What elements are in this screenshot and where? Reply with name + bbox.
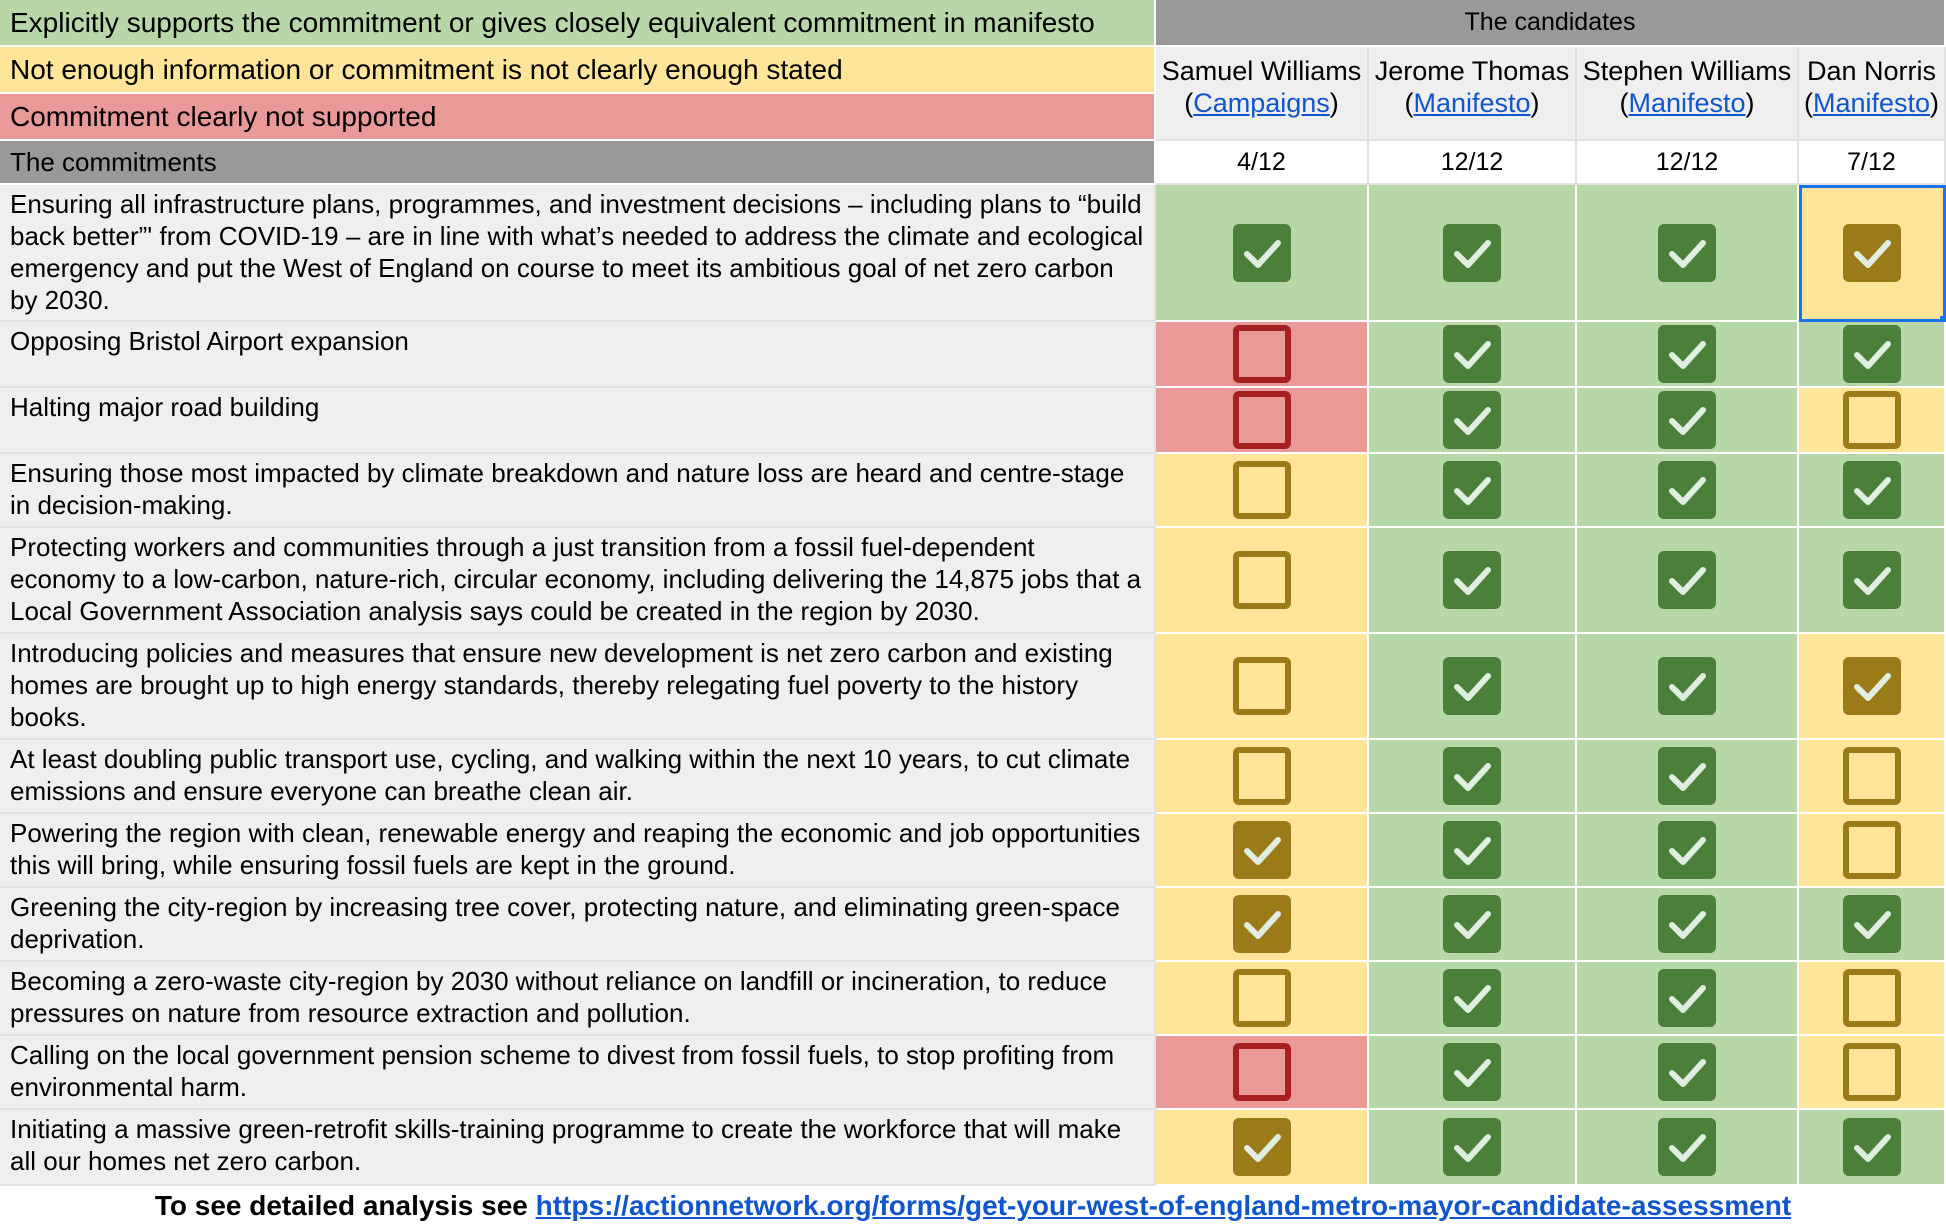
rating-cell-dan-norris[interactable] bbox=[1799, 322, 1946, 388]
rating-cell-dan-norris[interactable] bbox=[1799, 1036, 1946, 1110]
commitment-text: Introducing policies and measures that ensure new development is net zero carbon and existing homes are brought up to high energy standards, thereby relegating fuel poverty to the history books. bbox=[10, 638, 1113, 732]
checked-checkbox-icon[interactable] bbox=[1443, 391, 1501, 449]
checked-checkbox-icon[interactable] bbox=[1443, 224, 1501, 282]
candidate-header-stephen-williams[interactable] bbox=[1577, 47, 1799, 141]
legend-red[interactable] bbox=[0, 94, 1156, 141]
rating-cell-stephen-williams[interactable] bbox=[1577, 888, 1799, 962]
commitment-text: Ensuring those most impacted by climate breakdown and nature loss are heard and centre-stage in decision-making. bbox=[10, 458, 1125, 520]
legend-green[interactable] bbox=[0, 0, 1156, 47]
checkmark-shape bbox=[1233, 1118, 1291, 1176]
checkmark-shape bbox=[1443, 551, 1501, 609]
rating-cell-samuel-williams[interactable] bbox=[1156, 962, 1369, 1036]
score-jerome-thomas[interactable] bbox=[1369, 141, 1577, 185]
unchecked-checkbox-icon[interactable] bbox=[1233, 969, 1291, 1027]
rating-cell-jerome-thomas[interactable] bbox=[1369, 634, 1577, 740]
candidate-link-campaigns[interactable]: Campaigns bbox=[1193, 88, 1330, 118]
checkmark-shape bbox=[1233, 821, 1291, 879]
commitment-text-cell[interactable] bbox=[0, 185, 1156, 322]
checked-checkbox-icon[interactable] bbox=[1443, 461, 1501, 519]
rating-cell-samuel-williams[interactable] bbox=[1156, 888, 1369, 962]
commitment-text-cell[interactable] bbox=[0, 454, 1156, 528]
candidate-name: Samuel Williams bbox=[1161, 56, 1362, 86]
checked-checkbox-icon[interactable] bbox=[1443, 895, 1501, 953]
rating-cell-dan-norris[interactable] bbox=[1799, 634, 1946, 740]
checked-checkbox-icon[interactable] bbox=[1658, 224, 1716, 282]
commitment-text-cell[interactable] bbox=[0, 814, 1156, 888]
rating-cell-jerome-thomas[interactable] bbox=[1369, 388, 1577, 454]
checkmark-shape bbox=[1658, 895, 1716, 953]
rating-cell-stephen-williams[interactable] bbox=[1577, 1110, 1799, 1186]
unchecked-checkbox-icon[interactable] bbox=[1843, 391, 1901, 449]
checkmark-shape bbox=[1843, 461, 1901, 519]
rating-cell-jerome-thomas[interactable] bbox=[1369, 185, 1577, 322]
checkmark-shape bbox=[1843, 551, 1901, 609]
candidate-name: Jerome Thomas bbox=[1374, 56, 1570, 86]
rating-cell-jerome-thomas[interactable] bbox=[1369, 962, 1577, 1036]
checkmark-shape bbox=[1658, 224, 1716, 282]
unchecked-checkbox-icon[interactable] bbox=[1843, 1043, 1901, 1101]
commitment-text-cell[interactable] bbox=[0, 1110, 1156, 1186]
rating-cell-stephen-williams[interactable] bbox=[1577, 528, 1799, 634]
checkmark-shape bbox=[1843, 325, 1901, 383]
rating-cell-jerome-thomas[interactable] bbox=[1369, 888, 1577, 962]
score-value: 12/12 bbox=[1655, 147, 1719, 176]
rating-cell-samuel-williams[interactable] bbox=[1156, 814, 1369, 888]
checkmark-shape bbox=[1658, 391, 1716, 449]
checked-checkbox-icon[interactable] bbox=[1658, 1118, 1716, 1176]
checked-checkbox-icon[interactable] bbox=[1443, 747, 1501, 805]
candidate-link-manifesto[interactable]: Manifesto bbox=[1628, 88, 1746, 118]
checked-checkbox-icon[interactable] bbox=[1658, 461, 1716, 519]
candidate-header-dan-norris[interactable] bbox=[1799, 47, 1946, 141]
candidates-header-text: The candidates bbox=[1464, 8, 1636, 36]
checkmark-shape bbox=[1658, 1118, 1716, 1176]
checkmark-shape bbox=[1443, 391, 1501, 449]
commitment-text-cell[interactable] bbox=[0, 888, 1156, 962]
checked-checkbox-icon[interactable] bbox=[1843, 461, 1901, 519]
rating-cell-stephen-williams[interactable] bbox=[1577, 185, 1799, 322]
checked-checkbox-icon[interactable] bbox=[1443, 657, 1501, 715]
candidates-header[interactable] bbox=[1156, 0, 1946, 47]
commitment-text-cell[interactable] bbox=[0, 528, 1156, 634]
checkmark-shape bbox=[1658, 325, 1716, 383]
commitment-text: Becoming a zero-waste city-region by 2030 without reliance on landfill or incineration, to reduce pressures on nature from resource extraction and pollution. bbox=[10, 966, 1107, 1028]
rating-cell-dan-norris[interactable] bbox=[1799, 888, 1946, 962]
checked-checkbox-icon[interactable] bbox=[1658, 895, 1716, 953]
rating-cell-stephen-williams[interactable] bbox=[1577, 962, 1799, 1036]
rating-cell-jerome-thomas[interactable] bbox=[1369, 454, 1577, 528]
score-value: 12/12 bbox=[1440, 147, 1504, 176]
score-samuel-williams[interactable] bbox=[1156, 141, 1369, 185]
score-value: 7/12 bbox=[1847, 147, 1896, 176]
commitment-text-cell[interactable] bbox=[0, 388, 1156, 454]
checked-checkbox-icon[interactable] bbox=[1843, 1118, 1901, 1176]
checkmark-shape bbox=[1443, 895, 1501, 953]
checked-checkbox-icon[interactable] bbox=[1443, 1118, 1501, 1176]
commitment-text-cell[interactable] bbox=[0, 322, 1156, 388]
checkmark-shape bbox=[1443, 821, 1501, 879]
score-value: 4/12 bbox=[1237, 147, 1286, 176]
rating-cell-dan-norris[interactable] bbox=[1799, 1110, 1946, 1186]
rating-cell-dan-norris[interactable] bbox=[1799, 185, 1946, 322]
rating-cell-dan-norris[interactable] bbox=[1799, 454, 1946, 528]
commitment-text: Powering the region with clean, renewable energy and reaping the economic and job opportunities this will bring, while ensuring fossil fuels are kept in the ground. bbox=[10, 818, 1141, 880]
checked-checkbox-icon[interactable] bbox=[1233, 895, 1291, 953]
commitment-text: Opposing Bristol Airport expansion bbox=[10, 326, 409, 356]
rating-cell-dan-norris[interactable] bbox=[1799, 962, 1946, 1036]
checkmark-shape bbox=[1658, 821, 1716, 879]
commitment-text-cell[interactable] bbox=[0, 1036, 1156, 1110]
unchecked-checkbox-icon[interactable] bbox=[1843, 969, 1901, 1027]
rating-cell-samuel-williams[interactable] bbox=[1156, 740, 1369, 814]
candidate-header-samuel-williams[interactable] bbox=[1156, 47, 1369, 141]
rating-cell-samuel-williams[interactable] bbox=[1156, 322, 1369, 388]
rating-cell-jerome-thomas[interactable] bbox=[1369, 322, 1577, 388]
candidate-link-wrap: (Manifesto) bbox=[1803, 88, 1940, 118]
checkmark-shape bbox=[1443, 1043, 1501, 1101]
commitment-text: Calling on the local government pension scheme to divest from fossil fuels, to stop profiting from environmental harm. bbox=[10, 1040, 1115, 1102]
commitment-text: Initiating a massive green-retrofit skills-training programme to create the workforce that will make all our homes net zero carbon. bbox=[10, 1114, 1122, 1176]
commitment-text: Protecting workers and communities through a just transition from a fossil fuel-dependent economy to a low-carbon, nature-rich, circular economy, including delivering the 14,875 jobs that a Local Government Association analysis says could be created in the region by 2030. bbox=[10, 532, 1142, 626]
checkmark-shape bbox=[1443, 747, 1501, 805]
checkmark-shape bbox=[1658, 657, 1716, 715]
checkmark-shape bbox=[1233, 895, 1291, 953]
rating-cell-samuel-williams[interactable] bbox=[1156, 1036, 1369, 1110]
checked-checkbox-icon[interactable] bbox=[1843, 325, 1901, 383]
checkmark-shape bbox=[1233, 224, 1291, 282]
footer-link[interactable]: https://actionnetwork.org/forms/get-your-west-of-england-metro-mayor-candidate-assessment bbox=[535, 1190, 1792, 1221]
checked-checkbox-icon[interactable] bbox=[1843, 657, 1901, 715]
rating-cell-samuel-williams[interactable] bbox=[1156, 1110, 1369, 1186]
checked-checkbox-icon[interactable] bbox=[1233, 1118, 1291, 1176]
unchecked-checkbox-icon[interactable] bbox=[1233, 325, 1291, 383]
rating-cell-dan-norris[interactable] bbox=[1799, 388, 1946, 454]
checkmark-shape bbox=[1843, 657, 1901, 715]
checked-checkbox-icon[interactable] bbox=[1443, 969, 1501, 1027]
checked-checkbox-icon[interactable] bbox=[1443, 551, 1501, 609]
rating-cell-samuel-williams[interactable] bbox=[1156, 185, 1369, 322]
checkmark-shape bbox=[1443, 325, 1501, 383]
commitments-header[interactable] bbox=[0, 141, 1156, 185]
unchecked-checkbox-icon[interactable] bbox=[1843, 821, 1901, 879]
checked-checkbox-icon[interactable] bbox=[1233, 821, 1291, 879]
checked-checkbox-icon[interactable] bbox=[1658, 747, 1716, 805]
checkmark-shape bbox=[1843, 224, 1901, 282]
unchecked-checkbox-icon[interactable] bbox=[1233, 551, 1291, 609]
rating-cell-dan-norris[interactable] bbox=[1799, 528, 1946, 634]
checked-checkbox-icon[interactable] bbox=[1658, 969, 1716, 1027]
checked-checkbox-icon[interactable] bbox=[1843, 551, 1901, 609]
rating-cell-stephen-williams[interactable] bbox=[1577, 454, 1799, 528]
checkmark-shape bbox=[1658, 969, 1716, 1027]
candidate-name: Dan Norris bbox=[1806, 56, 1937, 86]
rating-cell-jerome-thomas[interactable] bbox=[1369, 1110, 1577, 1186]
rating-cell-stephen-williams[interactable] bbox=[1577, 1036, 1799, 1110]
rating-cell-stephen-williams[interactable] bbox=[1577, 814, 1799, 888]
checkmark-shape bbox=[1658, 747, 1716, 805]
candidate-header-jerome-thomas[interactable] bbox=[1369, 47, 1577, 141]
unchecked-checkbox-icon[interactable] bbox=[1233, 461, 1291, 519]
legend-yellow[interactable] bbox=[0, 47, 1156, 94]
checked-checkbox-icon[interactable] bbox=[1843, 895, 1901, 953]
checkmark-shape bbox=[1658, 551, 1716, 609]
rating-cell-samuel-williams[interactable] bbox=[1156, 388, 1369, 454]
commitment-text: Greening the city-region by increasing tree cover, protecting nature, and eliminating green-space deprivation. bbox=[10, 892, 1120, 954]
candidate-name: Stephen Williams bbox=[1582, 56, 1792, 86]
checkmark-shape bbox=[1443, 461, 1501, 519]
checkmark-shape bbox=[1658, 461, 1716, 519]
footer-prefix: To see detailed analysis see bbox=[154, 1190, 528, 1221]
checkmark-shape bbox=[1843, 895, 1901, 953]
checkmark-shape bbox=[1443, 969, 1501, 1027]
rating-cell-samuel-williams[interactable] bbox=[1156, 634, 1369, 740]
legend-green-text: Explicitly supports the commitment or gives closely equivalent commitment in manifesto bbox=[10, 7, 1095, 38]
unchecked-checkbox-icon[interactable] bbox=[1233, 1043, 1291, 1101]
checked-checkbox-icon[interactable] bbox=[1658, 657, 1716, 715]
rating-cell-dan-norris[interactable] bbox=[1799, 740, 1946, 814]
checked-checkbox-icon[interactable] bbox=[1233, 224, 1291, 282]
rating-cell-jerome-thomas[interactable] bbox=[1369, 528, 1577, 634]
commitment-text-cell[interactable] bbox=[0, 634, 1156, 740]
score-stephen-williams[interactable] bbox=[1577, 141, 1799, 185]
commitment-text: At least doubling public transport use, cycling, and walking within the next 10 years, to cut climate emissions and ensure everyone can breathe clean air. bbox=[10, 744, 1131, 806]
rating-cell-samuel-williams[interactable] bbox=[1156, 454, 1369, 528]
commitment-text: Ensuring all infrastructure plans, programmes, and investment decisions – including plans to “build back better”' from COVID-19 – are in line with what’s needed to address the climate and ecological emergency and put the West of England on course to meet its ambitious goal of net zero carbon by 2030. bbox=[10, 189, 1144, 315]
checked-checkbox-icon[interactable] bbox=[1843, 224, 1901, 282]
rating-cell-stephen-williams[interactable] bbox=[1577, 322, 1799, 388]
candidate-link-wrap: (Campaigns) bbox=[1184, 88, 1339, 118]
commitments-header-text: The commitments bbox=[10, 147, 217, 177]
legend-red-text: Commitment clearly not supported bbox=[10, 101, 437, 132]
unchecked-checkbox-icon[interactable] bbox=[1233, 391, 1291, 449]
checked-checkbox-icon[interactable] bbox=[1658, 821, 1716, 879]
checked-checkbox-icon[interactable] bbox=[1658, 391, 1716, 449]
commitment-text-cell[interactable] bbox=[0, 962, 1156, 1036]
rating-cell-stephen-williams[interactable] bbox=[1577, 388, 1799, 454]
commitment-text: Halting major road building bbox=[10, 392, 320, 422]
checked-checkbox-icon[interactable] bbox=[1658, 1043, 1716, 1101]
rating-cell-jerome-thomas[interactable] bbox=[1369, 740, 1577, 814]
rating-cell-dan-norris[interactable] bbox=[1799, 814, 1946, 888]
checked-checkbox-icon[interactable] bbox=[1658, 325, 1716, 383]
checkmark-shape bbox=[1843, 1118, 1901, 1176]
checkmark-shape bbox=[1443, 657, 1501, 715]
rating-cell-stephen-williams[interactable] bbox=[1577, 634, 1799, 740]
checked-checkbox-icon[interactable] bbox=[1443, 1043, 1501, 1101]
rating-cell-stephen-williams[interactable] bbox=[1577, 740, 1799, 814]
candidate-link-wrap: (Manifesto) bbox=[1619, 88, 1755, 118]
checkmark-shape bbox=[1658, 1043, 1716, 1101]
unchecked-checkbox-icon[interactable] bbox=[1233, 657, 1291, 715]
rating-cell-jerome-thomas[interactable] bbox=[1369, 814, 1577, 888]
checked-checkbox-icon[interactable] bbox=[1658, 551, 1716, 609]
commitment-text-cell[interactable] bbox=[0, 740, 1156, 814]
footer-note bbox=[0, 1186, 1946, 1230]
rating-cell-jerome-thomas[interactable] bbox=[1369, 1036, 1577, 1110]
rating-cell-samuel-williams[interactable] bbox=[1156, 528, 1369, 634]
unchecked-checkbox-icon[interactable] bbox=[1233, 747, 1291, 805]
candidate-link-wrap: (Manifesto) bbox=[1404, 88, 1540, 118]
candidate-link-manifesto[interactable]: Manifesto bbox=[1413, 88, 1531, 118]
score-dan-norris[interactable] bbox=[1799, 141, 1946, 185]
checkmark-shape bbox=[1443, 1118, 1501, 1176]
checked-checkbox-icon[interactable] bbox=[1443, 325, 1501, 383]
candidate-link-manifesto[interactable]: Manifesto bbox=[1812, 88, 1931, 118]
unchecked-checkbox-icon[interactable] bbox=[1843, 747, 1901, 805]
checkmark-shape bbox=[1443, 224, 1501, 282]
legend-yellow-text: Not enough information or commitment is not clearly enough stated bbox=[10, 54, 843, 85]
checked-checkbox-icon[interactable] bbox=[1443, 821, 1501, 879]
